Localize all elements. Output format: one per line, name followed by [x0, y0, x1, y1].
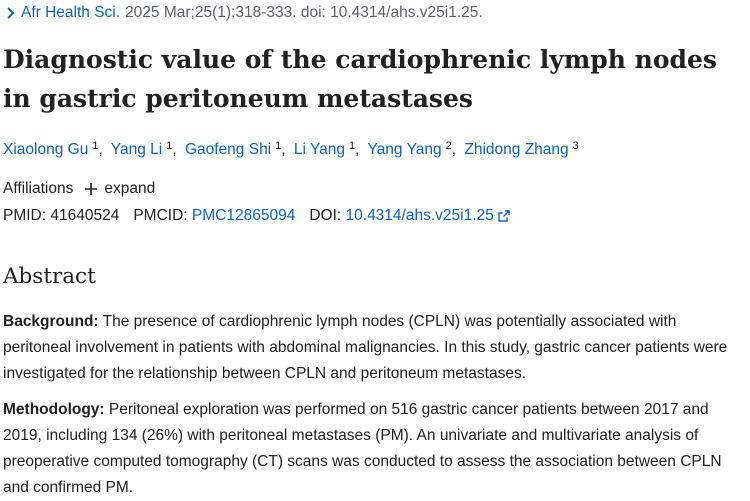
- author-affiliation-ref[interactable]: 1: [166, 140, 173, 152]
- author-link[interactable]: Gaofeng Shi: [184, 141, 272, 158]
- author-separator: ,: [355, 141, 360, 158]
- background-text: The presence of cardiophrenic lymph nodes (CPLN) was potentially associated with peritoneal involvement in patients with abdominal malignancies. In this study, gastric cancer patients were investigated for the relationship between CPLN and peritoneum metastases.: [3, 313, 728, 382]
- author-separator: ,: [172, 141, 177, 158]
- pmcid-link[interactable]: PMC12865094: [191, 207, 296, 224]
- author-separator: ,: [451, 141, 457, 158]
- author-link[interactable]: Zhidong Zhang: [464, 141, 569, 158]
- author-affiliation-ref[interactable]: 1: [275, 140, 282, 152]
- doi-link[interactable]: 10.4314/ahs.v25i1.25: [345, 207, 494, 224]
- author-affiliation-ref[interactable]: 3: [572, 140, 579, 152]
- article-title: Diagnostic value of the cardiophrenic lymph nodes in gastric peritoneum metastases: [3, 45, 717, 113]
- author-link[interactable]: Yang Yang: [367, 141, 442, 158]
- abstract-heading: Abstract: [3, 264, 96, 289]
- author-list: [3, 140, 579, 159]
- methodology-label: Methodology:: [3, 401, 105, 418]
- expand-label: expand: [104, 180, 156, 197]
- background-label: Background:: [3, 313, 99, 330]
- pmcid-label: PMCID:: [133, 207, 188, 224]
- affiliations-label: Affiliations: [3, 180, 74, 197]
- abstract-background: [3, 309, 748, 387]
- methodology-text: Peritoneal exploration was performed on 516 gastric cancer patients between 2017 and 2019, including 134 (26%) with peritoneal metastases (PM). An univariate and multivariate analysis of preoperative computed tomography (CT) scans was conducted to assess the association between CPLN and confirmed PM.: [3, 401, 722, 496]
- expand-affiliations-button[interactable]: [85, 180, 155, 198]
- journal-link[interactable]: Afr Health Sci.: [21, 4, 121, 21]
- author-affiliation-ref[interactable]: 1: [92, 140, 99, 152]
- external-link-icon[interactable]: [498, 210, 510, 222]
- doi-label: DOI:: [309, 207, 342, 224]
- chevron-right-icon[interactable]: [4, 6, 18, 20]
- author-separator: ,: [98, 141, 103, 158]
- pmid-label: PMID:: [3, 207, 47, 224]
- abstract-methodology: [3, 397, 748, 501]
- author-affiliation-ref[interactable]: 1: [349, 140, 356, 152]
- citation-line: [4, 4, 483, 22]
- plus-icon: [85, 183, 97, 195]
- author-separator: ,: [281, 141, 286, 158]
- author-link[interactable]: Li Yang: [293, 141, 346, 158]
- affiliations-row: [3, 180, 155, 198]
- author-link[interactable]: Xiaolong Gu: [3, 141, 89, 158]
- pmid-value: 41640524: [50, 207, 120, 224]
- author-link[interactable]: Yang Li: [110, 141, 163, 158]
- identifiers-row: [3, 207, 510, 225]
- citation-details: 2025 Mar;25(1):318-333. doi: 10.4314/ahs.v25i1.25.: [125, 4, 483, 21]
- author-affiliation-ref[interactable]: 2: [445, 140, 452, 152]
